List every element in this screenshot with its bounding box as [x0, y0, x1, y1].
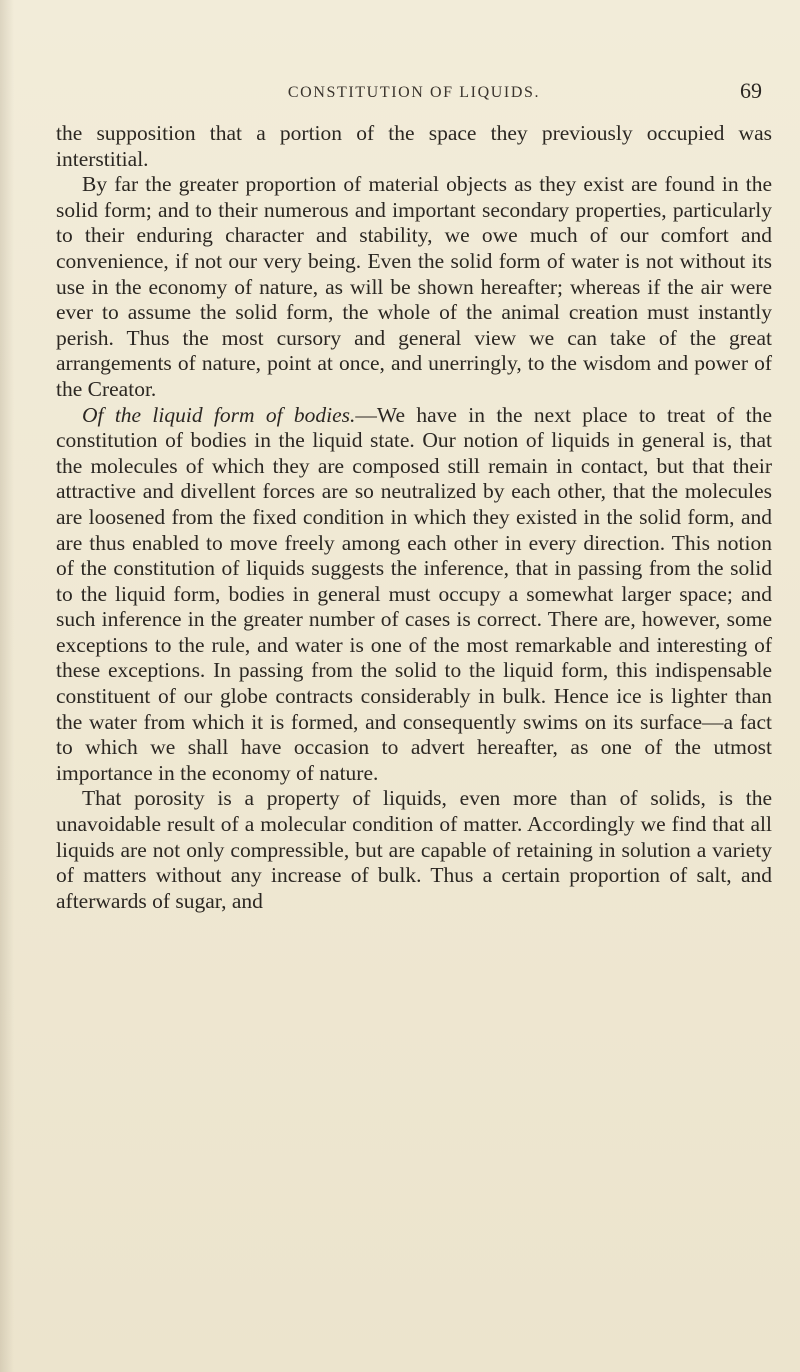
paragraph-text: —We have in the next place to treat of the constitution of bodies in the liquid state. Our notion of liquids in general is, that the molecules of which they are composed still remain in contact, but that their attractive and divellent forces are so neutralized by each other, that the molecules are loosened from the fixed condition in which they existed in the solid form, and are thus enabled to move freely among each other in every direction. This notion of the constitution of liquids suggests the inference, that in passing from the solid to the liquid form, bodies in general must occupy a somewhat larger space; and such inference in the greater number of cases is correct. There are, however, some exceptions to the rule, and water is one of the most remarkable and interesting of these exceptions. In passing from the solid to the liquid form, this indispensable constituent of our globe contracts considerably in bulk. Hence ice is lighter than the water from which it is formed, and consequently swims on its surface—a fact to which we shall have occasion to advert hereafter, as one of the utmost importance in the economy of nature. — [56, 402, 772, 785]
paragraph-continuation — [56, 121, 772, 172]
page-number: 69 — [740, 78, 762, 103]
section-heading-italic: Of the liquid form of bodies. — [82, 402, 356, 427]
page-gutter-shadow — [0, 0, 14, 1372]
paragraph-text: the supposition that a portion of the space they previously occupied was interstitial. — [56, 121, 772, 171]
paragraph-porosity — [56, 786, 772, 914]
page-header — [56, 78, 772, 108]
running-title: CONSTITUTION OF LIQUIDS. — [287, 84, 541, 101]
paragraph-text: That porosity is a property of liquids, even more than of solids, is the unavoidable result of a molecular condition of matter. Accordingly we find that all liquids are not only compressible, but are capable of retaining in solution a variety of matters without any increase of bulk. Thus a certain proportion of salt, and afterwards of sugar, and — [56, 786, 772, 913]
body-text — [56, 121, 772, 914]
paragraph-text: By far the greater proportion of material objects as they exist are found in the solid form; and to their numerous and important secondary properties, particularly to their enduring character and stability, we owe much of our comfort and convenience, if not our very being. Even the solid form of water is not without its use in the economy of nature, as will be shown hereafter; whereas if the air were ever to assume the solid form, the whole of the animal creation must instantly perish. Thus the most cursory and general view we can take of the great arrangements of nature, point at once, and unerringly, to the wisdom and power of the Creator. — [56, 172, 772, 401]
paragraph-solid-form — [56, 172, 772, 402]
paragraph-liquid-form — [56, 403, 772, 787]
